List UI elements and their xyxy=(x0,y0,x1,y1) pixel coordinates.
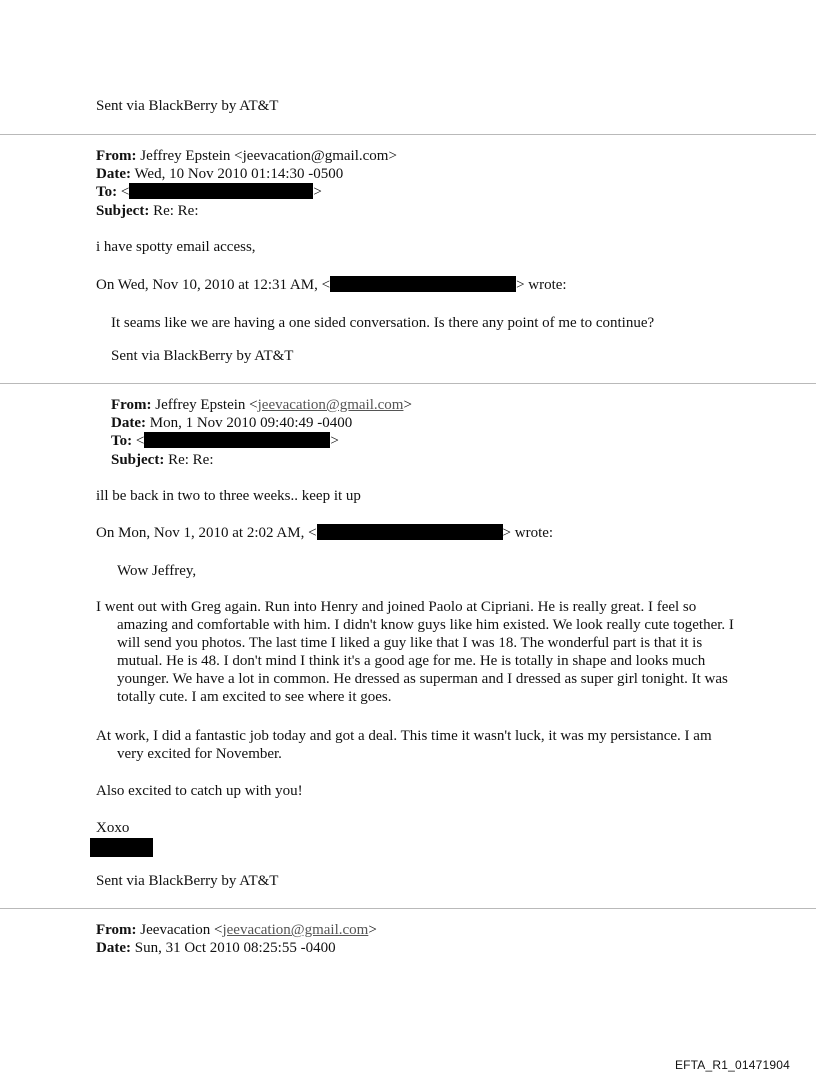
redaction-bar xyxy=(90,838,153,857)
date-value: Mon, 1 Nov 2010 09:40:49 -0400 xyxy=(149,415,353,431)
redaction-bar xyxy=(129,183,313,199)
subject-value: Re: Re: xyxy=(153,203,199,219)
subject-line xyxy=(96,202,199,220)
quoted-message: It seams like we are having a one sided conversation. Is there any point of me to continue? xyxy=(111,315,655,331)
divider xyxy=(0,908,816,909)
subject-line xyxy=(111,451,214,469)
to-line xyxy=(111,432,339,450)
gt: > xyxy=(330,433,339,449)
from-suffix: > xyxy=(368,922,377,938)
date-line xyxy=(111,414,352,432)
quote-attribution-1 xyxy=(96,276,567,294)
from-label: From: xyxy=(96,148,137,164)
message-paragraph: I went out with Greg again. Run into Henry and joined Paolo at Cipriani. He is really great. I feel so amazing and comfortable with him. I didn't know guys like him existed. We look really cute together. I will send you photos. The last time I liked a guy like that I was 18. The wonderful part is that it is mutual. He is 48. I don't mind I think it's a good age for me. He is totally in shape and looks much younger. We have a lot in common. He dressed as superman and I dressed as super girl tonight. It was totally cute. I am excited to see where it goes. xyxy=(96,599,734,705)
from-line xyxy=(111,396,412,414)
document-id: EFTA_R1_01471904 xyxy=(674,1058,790,1072)
greeting: Wow Jeffrey, xyxy=(117,563,197,579)
subject-label: Subject: xyxy=(96,203,150,219)
from-line xyxy=(96,147,397,165)
date-value: Wed, 10 Nov 2010 01:14:30 -0500 xyxy=(134,166,344,182)
lt: < xyxy=(135,433,145,449)
email-link[interactable]: jeevacation@gmail.com xyxy=(257,397,404,413)
from-label: From: xyxy=(111,397,152,413)
quote-prefix: On Wed, Nov 10, 2010 at 12:31 AM, < xyxy=(96,277,331,293)
from-label: From: xyxy=(96,922,137,938)
date-line xyxy=(96,165,343,183)
sign-off: Xoxo xyxy=(96,820,130,836)
date-label: Date: xyxy=(96,166,131,182)
redaction-bar xyxy=(330,276,516,292)
date-line xyxy=(96,939,336,957)
quote-attribution-2 xyxy=(96,524,553,542)
gt: > xyxy=(313,184,322,200)
email-link[interactable]: jeevacation@gmail.com xyxy=(222,922,369,938)
redaction-bar xyxy=(144,432,330,448)
quote-suffix: > wrote: xyxy=(502,525,554,541)
top-signature: Sent via BlackBerry by AT&T xyxy=(96,98,279,114)
to-line xyxy=(96,183,322,201)
date-value: Sun, 31 Oct 2010 08:25:55 -0400 xyxy=(134,940,336,956)
from-name: Jeevacation < xyxy=(140,922,223,938)
message-paragraph: At work, I did a fantastic job today and got a deal. This time it wasn't luck, it was my persistance. I am very excited for November. xyxy=(96,728,712,762)
from-value: Jeffrey Epstein <jeevacation@gmail.com> xyxy=(140,148,397,164)
quote-prefix: On Mon, Nov 1, 2010 at 2:02 AM, < xyxy=(96,525,317,541)
from-name: Jeffrey Epstein < xyxy=(155,397,258,413)
signature: Sent via BlackBerry by AT&T xyxy=(96,873,279,889)
email-body-2: ill be back in two to three weeks.. keep it up xyxy=(96,488,361,504)
redaction-bar xyxy=(317,524,503,540)
divider xyxy=(0,383,816,384)
from-suffix: > xyxy=(403,397,412,413)
to-label: To: xyxy=(96,184,118,200)
subject-label: Subject: xyxy=(111,452,165,468)
to-label: To: xyxy=(111,433,133,449)
quote-suffix: > wrote: xyxy=(516,277,567,293)
email-body-1: i have spotty email access, xyxy=(96,239,256,255)
subject-value: Re: Re: xyxy=(168,452,214,468)
date-label: Date: xyxy=(96,940,131,956)
lt: < xyxy=(120,184,130,200)
message-paragraph: Also excited to catch up with you! xyxy=(96,783,303,799)
divider xyxy=(0,134,816,135)
quoted-signature: Sent via BlackBerry by AT&T xyxy=(111,348,294,364)
from-line xyxy=(96,921,377,939)
date-label: Date: xyxy=(111,415,146,431)
